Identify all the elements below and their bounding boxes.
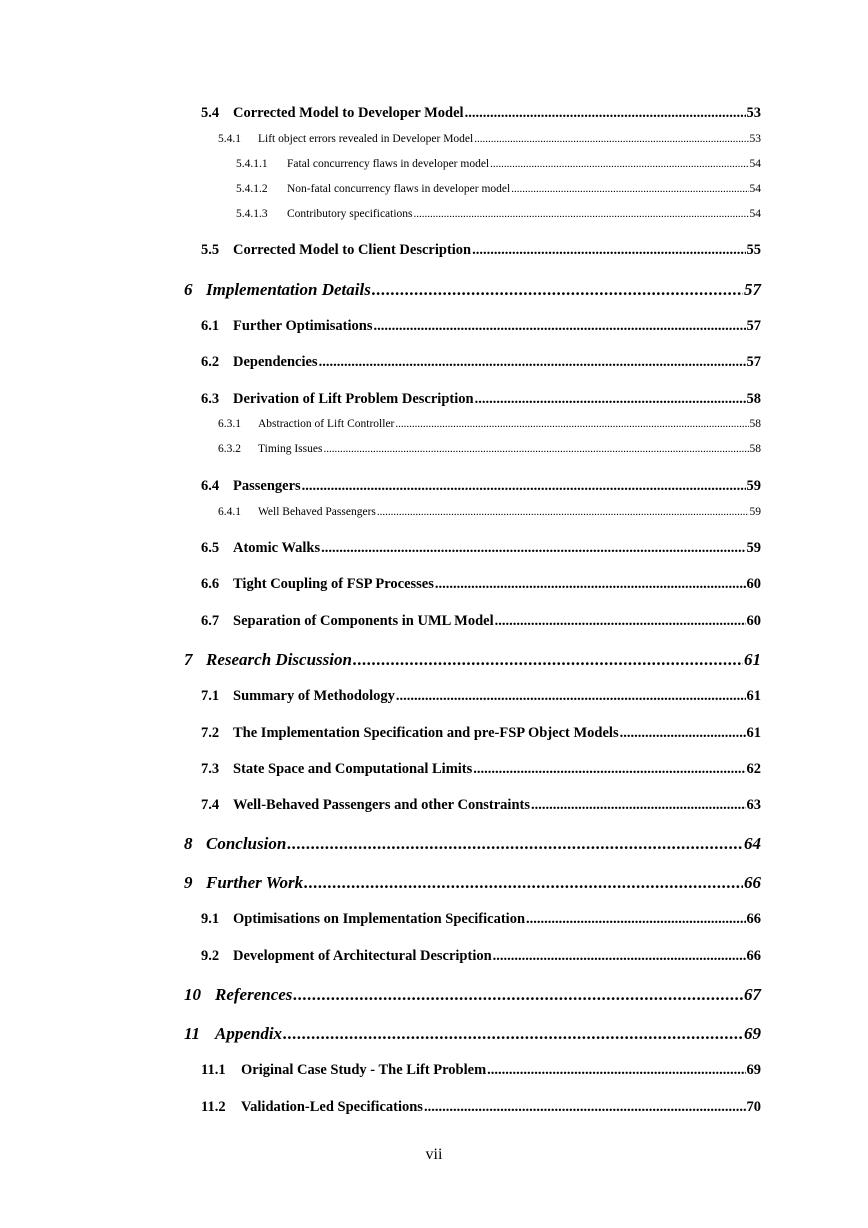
toc-entry-page: 66 bbox=[746, 948, 761, 964]
dot-leader bbox=[323, 443, 748, 455]
dot-leader bbox=[495, 613, 746, 630]
toc-entry[interactable] bbox=[184, 985, 761, 1005]
toc-entry-number: 5.4.1.1 bbox=[236, 158, 268, 170]
toc-entry-title: Passengers bbox=[233, 478, 301, 494]
toc-entry-number: 6.4 bbox=[201, 478, 220, 494]
dot-leader bbox=[396, 688, 746, 705]
toc-entry[interactable] bbox=[236, 158, 761, 170]
toc-entry[interactable] bbox=[184, 280, 761, 300]
toc-entry-number: 7 bbox=[184, 650, 193, 669]
toc-entry-number: 11.1 bbox=[201, 1062, 226, 1078]
toc-entry[interactable] bbox=[201, 391, 761, 408]
toc-entry-number: 6.7 bbox=[201, 613, 220, 629]
toc-entry[interactable] bbox=[184, 1024, 761, 1044]
dot-leader bbox=[531, 797, 746, 814]
dot-leader bbox=[283, 1024, 743, 1044]
toc-entry-number: 10 bbox=[184, 985, 201, 1004]
toc-entry-page: 70 bbox=[746, 1099, 761, 1115]
toc-entry-title: Non-fatal concurrency flaws in developer model bbox=[287, 183, 511, 195]
toc-entry[interactable] bbox=[236, 183, 761, 195]
toc-entry-title: Further Work bbox=[206, 873, 304, 892]
toc-entry[interactable] bbox=[201, 613, 761, 630]
toc-entry-number: 6.3 bbox=[201, 391, 220, 407]
toc-entry-title: Timing Issues bbox=[258, 443, 323, 455]
toc-entry[interactable] bbox=[201, 478, 761, 495]
toc-entry-number: 6.5 bbox=[201, 540, 220, 556]
toc-entry-number: 5.4 bbox=[201, 105, 220, 121]
toc-entry-title: Well Behaved Passengers bbox=[258, 506, 376, 518]
dot-leader bbox=[472, 242, 745, 259]
dot-leader bbox=[304, 873, 743, 893]
dot-leader bbox=[474, 133, 748, 145]
toc-entry[interactable] bbox=[201, 105, 761, 122]
dot-leader bbox=[475, 391, 746, 408]
toc-entry-title: Lift object errors revealed in Developer Model bbox=[258, 133, 474, 145]
toc-entry[interactable] bbox=[201, 761, 761, 778]
toc-entry[interactable] bbox=[218, 443, 761, 455]
toc-entry-title: Appendix bbox=[215, 1024, 283, 1043]
dot-leader bbox=[302, 478, 746, 495]
toc-entry-title: Summary of Methodology bbox=[233, 688, 395, 704]
toc-entry-number: 6.3.2 bbox=[218, 443, 241, 455]
toc-entry-page: 58 bbox=[749, 443, 761, 455]
toc-entry[interactable] bbox=[201, 688, 761, 705]
dot-leader bbox=[395, 418, 748, 430]
toc-entry-title: Research Discussion bbox=[206, 650, 352, 669]
dot-leader bbox=[490, 158, 748, 170]
toc-entry-title: Tight Coupling of FSP Processes bbox=[233, 576, 434, 592]
toc-entry-page: 57 bbox=[746, 318, 761, 334]
toc-entry-number: 11 bbox=[184, 1024, 201, 1043]
toc-entry[interactable] bbox=[201, 1062, 761, 1079]
dot-leader bbox=[511, 183, 748, 195]
toc-entry-page: 60 bbox=[746, 613, 761, 629]
dot-leader bbox=[435, 576, 746, 593]
toc-entry-page: 54 bbox=[749, 183, 761, 195]
toc-entry-title: Corrected Model to Client Description bbox=[233, 242, 472, 258]
toc-entry-page: 57 bbox=[746, 354, 761, 370]
toc-entry-title: Atomic Walks bbox=[233, 540, 321, 556]
toc-entry[interactable] bbox=[201, 576, 761, 593]
toc-entry-page: 63 bbox=[746, 797, 761, 813]
dot-leader bbox=[493, 948, 746, 965]
dot-leader bbox=[377, 506, 749, 518]
toc-entry[interactable] bbox=[184, 873, 761, 893]
toc-entry-title: Optimisations on Implementation Specification bbox=[233, 911, 526, 927]
toc-entry[interactable] bbox=[184, 650, 761, 670]
toc-entry-page: 54 bbox=[749, 158, 761, 170]
page-number: vii bbox=[425, 1146, 443, 1163]
toc-entry[interactable] bbox=[201, 725, 761, 742]
toc-entry[interactable] bbox=[218, 418, 761, 430]
toc-entry-title: Further Optimisations bbox=[233, 318, 373, 334]
toc-entry-number: 5.4.1.2 bbox=[236, 183, 268, 195]
toc-entry-number: 6 bbox=[184, 280, 193, 299]
toc-entry-number: 7.4 bbox=[201, 797, 220, 813]
dot-leader bbox=[487, 1062, 745, 1079]
toc-entry[interactable] bbox=[201, 948, 761, 965]
toc-entry-page: 53 bbox=[749, 133, 761, 145]
dot-leader bbox=[287, 834, 743, 854]
toc-entry-title: The Implementation Specification and pre-FSP Object Models bbox=[233, 725, 619, 741]
toc-entry-number: 11.2 bbox=[201, 1099, 226, 1115]
toc-entry[interactable] bbox=[184, 834, 761, 854]
toc-entry-page: 55 bbox=[746, 242, 761, 258]
toc-entry-page: 66 bbox=[746, 911, 761, 927]
toc-entry-page: 58 bbox=[749, 418, 761, 430]
toc-entry-page: 64 bbox=[744, 834, 761, 853]
dot-leader bbox=[414, 208, 749, 220]
dot-leader bbox=[473, 761, 745, 778]
toc-entry-number: 7.3 bbox=[201, 761, 220, 777]
toc-entry-page: 53 bbox=[746, 105, 761, 121]
toc-entry-page: 58 bbox=[746, 391, 761, 407]
toc-entry-title: Development of Architectural Description bbox=[233, 948, 492, 964]
toc-entry-title: Implementation Details bbox=[206, 280, 371, 299]
toc-entry-page: 61 bbox=[744, 650, 761, 669]
toc-entry-number: 7.1 bbox=[201, 688, 220, 704]
dot-leader bbox=[293, 985, 743, 1005]
dot-leader bbox=[374, 318, 746, 335]
dot-leader bbox=[372, 280, 743, 300]
dot-leader bbox=[321, 540, 745, 557]
toc-entry-title: Conclusion bbox=[206, 834, 287, 853]
dot-leader bbox=[526, 911, 745, 928]
toc-entry-number: 9.2 bbox=[201, 948, 220, 964]
toc-entry-number: 5.4.1 bbox=[218, 133, 241, 145]
dot-leader bbox=[424, 1099, 746, 1116]
dot-leader bbox=[465, 105, 746, 122]
toc-entry-number: 6.2 bbox=[201, 354, 220, 370]
toc-entry-title: Well-Behaved Passengers and other Constraints bbox=[233, 797, 530, 813]
toc-entry-number: 5.5 bbox=[201, 242, 220, 258]
toc-entry[interactable] bbox=[236, 208, 761, 220]
toc-entry-title: Original Case Study - The Lift Problem bbox=[241, 1062, 487, 1078]
dot-leader bbox=[620, 725, 746, 742]
toc-entry-number: 5.4.1.3 bbox=[236, 208, 268, 220]
toc-entry[interactable] bbox=[201, 318, 761, 335]
toc-entry-number: 6.4.1 bbox=[218, 506, 241, 518]
toc-entry-page: 62 bbox=[746, 761, 761, 777]
toc-entry-page: 67 bbox=[744, 985, 761, 1004]
toc-entry-number: 7.2 bbox=[201, 725, 220, 741]
toc-entry-title: Corrected Model to Developer Model bbox=[233, 105, 464, 121]
toc-entry-number: 6.6 bbox=[201, 576, 220, 592]
toc-entry[interactable] bbox=[201, 1099, 761, 1116]
toc-entry-page: 59 bbox=[746, 540, 761, 556]
toc-entry-page: 69 bbox=[744, 1024, 761, 1043]
toc-entry-page: 54 bbox=[749, 208, 761, 220]
toc-entry[interactable] bbox=[201, 242, 761, 259]
toc-entry[interactable] bbox=[201, 354, 761, 371]
toc-entry-page: 59 bbox=[749, 506, 761, 518]
toc-entry-title: Dependencies bbox=[233, 354, 318, 370]
toc-entry-title: Derivation of Lift Problem Description bbox=[233, 391, 474, 407]
toc-entry-page: 57 bbox=[744, 280, 761, 299]
toc-entry-title: Validation-Led Specifications bbox=[241, 1099, 423, 1115]
toc-entry-title: References bbox=[215, 985, 293, 1004]
toc-entry-title: State Space and Computational Limits bbox=[233, 761, 473, 777]
toc-entry-number: 9.1 bbox=[201, 911, 220, 927]
toc-entry[interactable] bbox=[201, 911, 761, 928]
toc-entry-page: 66 bbox=[744, 873, 761, 892]
toc-entry-title: Abstraction of Lift Controller bbox=[258, 418, 395, 430]
toc-entry[interactable] bbox=[201, 797, 761, 814]
toc-entry-number: 6.3.1 bbox=[218, 418, 241, 430]
toc-entry-page: 69 bbox=[746, 1062, 761, 1078]
toc-entry-page: 59 bbox=[746, 478, 761, 494]
toc-entry[interactable] bbox=[218, 506, 761, 518]
toc-entry-title: Separation of Components in UML Model bbox=[233, 613, 494, 629]
toc-entry-title: Fatal concurrency flaws in developer model bbox=[287, 158, 490, 170]
toc-entry-number: 6.1 bbox=[201, 318, 220, 334]
toc-entry-page: 61 bbox=[746, 688, 761, 704]
dot-leader bbox=[319, 354, 746, 371]
toc-entry[interactable] bbox=[218, 133, 761, 145]
toc-entry-number: 9 bbox=[184, 873, 193, 892]
toc-entry[interactable] bbox=[201, 540, 761, 557]
toc-entry-title: Contributory specifications bbox=[287, 208, 413, 220]
toc-entry-number: 8 bbox=[184, 834, 193, 853]
dot-leader bbox=[353, 650, 743, 670]
toc-entry-page: 61 bbox=[746, 725, 761, 741]
toc-entry-page: 60 bbox=[746, 576, 761, 592]
